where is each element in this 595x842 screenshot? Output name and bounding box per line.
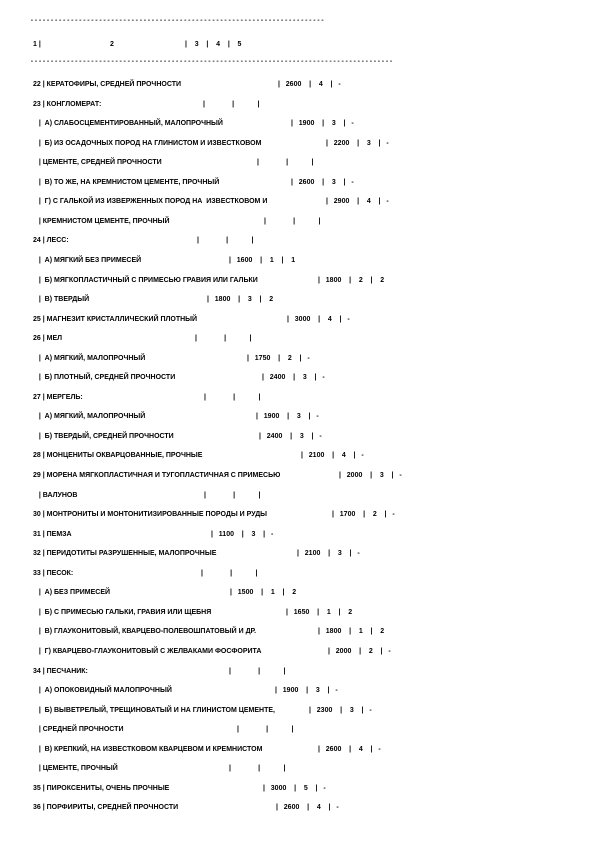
row-description: | КРЕМНИСТОМ ЦЕМЕНТЕ, ПРОЧНЫЙ [33, 218, 170, 225]
row-values: | 3000 | 4 | - [287, 316, 350, 323]
row-description: | В) ТВЕРДЫЙ [33, 296, 90, 303]
row-description: | Г) С ГАЛЬКОЙ ИЗ ИЗВЕРЖЕННЫХ ПОРОД НА ИЗВЕСТКОВОМ И [33, 198, 268, 205]
row-description: 32 | ПЕРИДОТИТЫ РАЗРУШЕННЫЕ, МАЛОПРОЧНЫЕ [33, 550, 217, 557]
row-values: | | | [204, 492, 261, 499]
row-values: | 2600 | 3 | - [291, 179, 354, 186]
row-description: 25 | МАГНЕЗИТ КРИСТАЛЛИЧЕСКИЙ ПЛОТНЫЙ [33, 316, 198, 323]
row-values: | 2400 | 3 | - [259, 433, 322, 440]
row-values: | | | [195, 335, 252, 342]
row-description: | Б) ТВЕРДЫЙ, СРЕДНЕЙ ПРОЧНОСТИ [33, 433, 174, 440]
row-description: | Г) КВАРЦЕВО-ГЛАУКОНИТОВЫЙ С ЖЕЛВАКАМИ ФОСФОРИТА [33, 648, 262, 655]
row-values: | 1800 | 2 | 2 [318, 277, 385, 284]
row-description: 30 | МОНТРОНИТЫ И МОНТОНИТИЗИРОВАННЫЕ ПОРОДЫ И РУДЫ [33, 511, 268, 518]
header-col1: 1 | [33, 41, 41, 48]
row-description: 26 | МЕЛ [33, 335, 63, 342]
row-values: | 2100 | 4 | - [301, 452, 364, 459]
row-values: | 2000 | 2 | - [328, 648, 391, 655]
row-description: 34 | ПЕСЧАНИК: [33, 668, 88, 675]
row-description: | Б) С ПРИМЕСЬЮ ГАЛЬКИ, ГРАВИЯ ИЛИ ЩЕБНЯ [33, 609, 212, 616]
row-values: | 3000 | 5 | - [263, 785, 326, 792]
row-description: 36 | ПОРФИРИТЫ, СРЕДНЕЙ ПРОЧНОСТИ [33, 804, 179, 811]
row-description: | А) СЛАБОСЦЕМЕНТИРОВАННЫЙ, МАЛОПРОЧНЫЙ [33, 120, 223, 127]
row-values: | 1900 | 3 | - [291, 120, 354, 127]
row-values: | 1900 | 3 | - [275, 687, 338, 694]
row-description: | Б) ИЗ ОСАДОЧНЫХ ПОРОД НА ГЛИНИСТОМ И ИЗВЕСТКОВОМ [33, 140, 262, 147]
row-values: | | | [229, 765, 286, 772]
row-values: | | | [229, 668, 286, 675]
row-description: | ЦЕМЕНТЕ, СРЕДНЕЙ ПРОЧНОСТИ [33, 159, 162, 166]
row-description: | А) МЯГКИЙ, МАЛОПРОЧНЫЙ [33, 413, 146, 420]
row-description: | СРЕДНЕЙ ПРОЧНОСТИ [33, 726, 124, 733]
row-values: | 1700 | 2 | - [332, 511, 395, 518]
row-values: | 2100 | 3 | - [297, 550, 360, 557]
row-description: | А) МЯГКИЙ, МАЛОПРОЧНЫЙ [33, 355, 146, 362]
row-description: | В) ТО ЖЕ, НА КРЕМНИСТОМ ЦЕМЕНТЕ, ПРОЧНЫЙ [33, 179, 220, 186]
row-description: 24 | ЛЕСС: [33, 237, 69, 244]
row-description: | В) ГЛАУКОНИТОВЫЙ, КВАРЦЕВО-ПОЛЕВОШПАТОВЫЙ И ДР. [33, 628, 257, 635]
row-values: | 2900 | 4 | - [326, 198, 389, 205]
row-description: | А) БЕЗ ПРИМЕСЕЙ [33, 589, 111, 596]
row-description: | ВАЛУНОВ [33, 492, 78, 499]
row-values: | 1750 | 2 | - [247, 355, 310, 362]
row-values: | 1500 | 1 | 2 [230, 589, 297, 596]
row-description: 23 | КОНГЛОМЕРАТ: [33, 101, 102, 108]
row-values: | 1800 | 3 | 2 [207, 296, 274, 303]
row-values: | | | [204, 394, 261, 401]
row-values: | 1100 | 3 | - [211, 531, 274, 538]
top-rule: ------------------------------------------------------------------------- [30, 17, 325, 24]
row-description: 22 | КЕРАТОФИРЫ, СРЕДНЕЙ ПРОЧНОСТИ [33, 81, 182, 88]
row-values: | 2300 | 3 | - [309, 707, 372, 714]
row-description: 35 | ПИРОКСЕНИТЫ, ОЧЕНЬ ПРОЧНЫЕ [33, 785, 170, 792]
row-description: 31 | ПЕМЗА [33, 531, 72, 538]
row-values: | 2600 | 4 | - [276, 804, 339, 811]
row-values: | | | [264, 218, 321, 225]
row-values: | | | [257, 159, 314, 166]
header-rule: ------------------------------------------------------------------------------------------ [30, 58, 394, 65]
row-values: | | | [201, 570, 258, 577]
row-values: | 2000 | 3 | - [339, 472, 402, 479]
row-values: | 1650 | 1 | 2 [286, 609, 353, 616]
row-description: | А) ОПОКОВИДНЫЙ МАЛОПРОЧНЫЙ [33, 687, 172, 694]
header-row [0, 40, 242, 50]
row-values: | 2600 | 4 | - [278, 81, 341, 88]
row-values: | 1800 | 1 | 2 [318, 628, 385, 635]
row-values: | 2400 | 3 | - [262, 374, 325, 381]
header-col345: | 3 | 4 | 5 [185, 41, 242, 48]
row-description: | В) КРЕПКИЙ, НА ИЗВЕСТКОВОМ КВАРЦЕВОМ И КРЕМНИСТОМ [33, 746, 263, 753]
row-values: | 1900 | 3 | - [256, 413, 319, 420]
row-values: | 2200 | 3 | - [326, 140, 389, 147]
row-description: | Б) МЯГКОПЛАСТИЧНЫЙ С ПРИМЕСЬЮ ГРАВИЯ ИЛИ ГАЛЬКИ [33, 277, 258, 284]
row-description: 29 | МОРЕНА МЯГКОПЛАСТИЧНАЯ И ТУГОПЛАСТИЧНАЯ С ПРИМЕСЬЮ [33, 472, 281, 479]
row-description: 28 | МОНЦЕНИТЫ ОКВАРЦОВАННЫЕ, ПРОЧНЫЕ [33, 452, 203, 459]
header-col2: 2 [110, 41, 114, 48]
row-description: 27 | МЕРГЕЛЬ: [33, 394, 83, 401]
row-description: | А) МЯГКИЙ БЕЗ ПРИМЕСЕЙ [33, 257, 142, 264]
row-values: | 2600 | 4 | - [318, 746, 381, 753]
row-values: | | | [203, 101, 260, 108]
row-values: | | | [237, 726, 294, 733]
row-description: 33 | ПЕСОК: [33, 570, 74, 577]
row-description: | Б) ПЛОТНЫЙ, СРЕДНЕЙ ПРОЧНОСТИ [33, 374, 176, 381]
row-description: | Б) ВЫВЕТРЕЛЫЙ, ТРЕЩИНОВАТЫЙ И НА ГЛИНИСТОМ ЦЕМЕНТЕ, [33, 707, 276, 714]
row-description: | ЦЕМЕНТЕ, ПРОЧНЫЙ [33, 765, 118, 772]
row-values: | 1600 | 1 | 1 [229, 257, 296, 264]
row-values: | | | [197, 237, 254, 244]
